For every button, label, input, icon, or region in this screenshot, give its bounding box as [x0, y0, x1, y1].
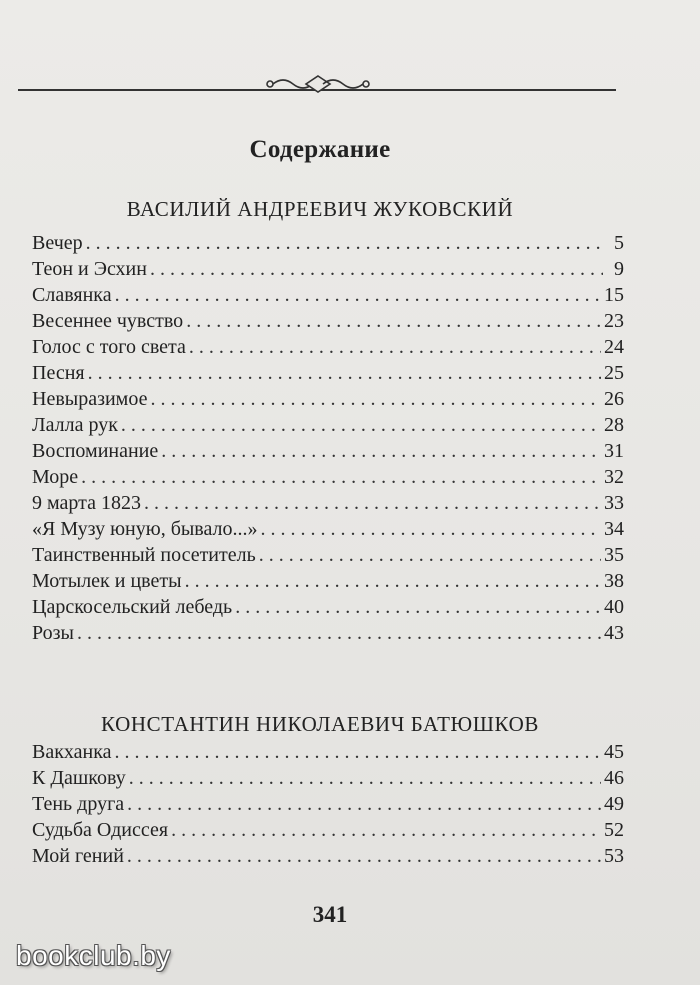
toc-entry: [32, 544, 624, 570]
toc-entry-page: 35: [604, 544, 624, 566]
toc-entry-title: Славянка: [32, 284, 112, 306]
toc-entry-title: Море: [32, 466, 79, 488]
dot-leader: [189, 336, 601, 359]
toc-entry: [32, 310, 624, 336]
toc-entry-page: 9: [614, 258, 624, 280]
dot-leader: [115, 284, 601, 307]
section-heading-zhukovsky: ВАСИЛИЙ АНДРЕЕВИЧ ЖУКОВСКИЙ: [126, 197, 514, 221]
toc-entry-title: Судьба Одиссея: [32, 819, 169, 841]
toc-entry-title: Весеннее чувство: [32, 310, 184, 332]
dot-leader: [186, 310, 601, 333]
toc-entry-title: Таинственный посетитель: [32, 544, 256, 566]
dot-leader: [86, 232, 603, 255]
toc-entry: [32, 284, 624, 310]
toc-entry: [32, 622, 624, 648]
toc-entry-page: 5: [614, 232, 624, 254]
toc-entry-page: 49: [604, 793, 624, 815]
toc-entry: [32, 819, 624, 845]
toc-entry-title: «Я Музу юную, бывало...»: [32, 518, 258, 540]
toc-entry: [32, 492, 624, 518]
dot-leader: [127, 845, 601, 868]
dot-leader: [129, 767, 601, 790]
toc-entry-page: 24: [604, 336, 624, 358]
toc-entry: [32, 845, 624, 871]
toc-entry-title: Тень друга: [32, 793, 125, 815]
toc-entry-page: 33: [604, 492, 624, 514]
dot-leader: [235, 596, 601, 619]
toc-entry-title: Мотылек и цветы: [32, 570, 182, 592]
toc-entry-page: 53: [604, 845, 624, 867]
toc-list-zhukovsky: [32, 232, 624, 648]
dot-leader: [121, 414, 601, 437]
toc-entry-page: 28: [604, 414, 624, 436]
page-number: 341: [312, 902, 348, 927]
toc-entry-page: 23: [604, 310, 624, 332]
toc-entry: [32, 793, 624, 819]
dot-leader: [81, 466, 601, 489]
dot-leader: [144, 492, 601, 515]
toc-entry: [32, 466, 624, 492]
toc-entry: [32, 741, 624, 767]
toc-entry-page: 32: [604, 466, 624, 488]
toc-entry: [32, 596, 624, 622]
toc-entry-title: Царскосельский лебедь: [32, 596, 233, 618]
toc-entry-title: К Дашкову: [32, 767, 126, 789]
toc-entry-page: 46: [604, 767, 624, 789]
toc-entry: [32, 518, 624, 544]
toc-entry: [32, 767, 624, 793]
toc-entry-page: 15: [604, 284, 624, 306]
toc-entry-title: Розы: [32, 622, 74, 644]
toc-entry: [32, 414, 624, 440]
toc-entry: [32, 362, 624, 388]
toc-entry-title: Лалла рук: [32, 414, 118, 436]
toc-entry-title: Песня: [32, 362, 85, 384]
toc-entry-title: Теон и Эсхин: [32, 258, 147, 280]
toc-entry-page: 43: [604, 622, 624, 644]
toc-entry-page: 34: [604, 518, 624, 540]
toc-entry-title: Вакханка: [32, 741, 112, 763]
toc-entry: [32, 336, 624, 362]
toc-entry: [32, 440, 624, 466]
toc-entry-page: 25: [604, 362, 624, 384]
dot-leader: [171, 819, 601, 842]
watermark-logo: bookclub.by: [16, 940, 171, 971]
toc-list-batyushkov: [32, 741, 624, 871]
toc-entry: [32, 258, 624, 284]
dot-leader: [259, 544, 601, 567]
toc-title: Содержание: [249, 136, 391, 163]
dot-leader: [88, 362, 601, 385]
dot-leader: [185, 570, 601, 593]
dot-leader: [77, 622, 601, 645]
header-ornament: [18, 70, 616, 100]
dot-leader: [261, 518, 601, 541]
toc-entry-page: 31: [604, 440, 624, 462]
section-heading-batyushkov: КОНСТАНТИН НИКОЛАЕВИЧ БАТЮШКОВ: [101, 712, 539, 736]
toc-entry-title: 9 марта 1823: [32, 492, 141, 514]
toc-entry-title: Воспоминание: [32, 440, 159, 462]
toc-entry-title: Мой гений: [32, 845, 124, 867]
toc-entry-title: Вечер: [32, 232, 83, 254]
toc-entry: [32, 388, 624, 414]
dot-leader: [115, 741, 601, 764]
dot-leader: [150, 388, 601, 411]
dot-leader: [161, 440, 601, 463]
toc-entry-page: 38: [604, 570, 624, 592]
dot-leader: [150, 258, 603, 281]
toc-entry-title: Голос с того света: [32, 336, 186, 358]
toc-entry-page: 40: [604, 596, 624, 618]
toc-entry: [32, 232, 624, 258]
toc-entry-title: Невыразимое: [32, 388, 148, 410]
toc-entry: [32, 570, 624, 596]
toc-entry-page: 26: [604, 388, 624, 410]
toc-entry-page: 52: [604, 819, 624, 841]
dot-leader: [127, 793, 601, 816]
toc-entry-page: 45: [604, 741, 624, 763]
